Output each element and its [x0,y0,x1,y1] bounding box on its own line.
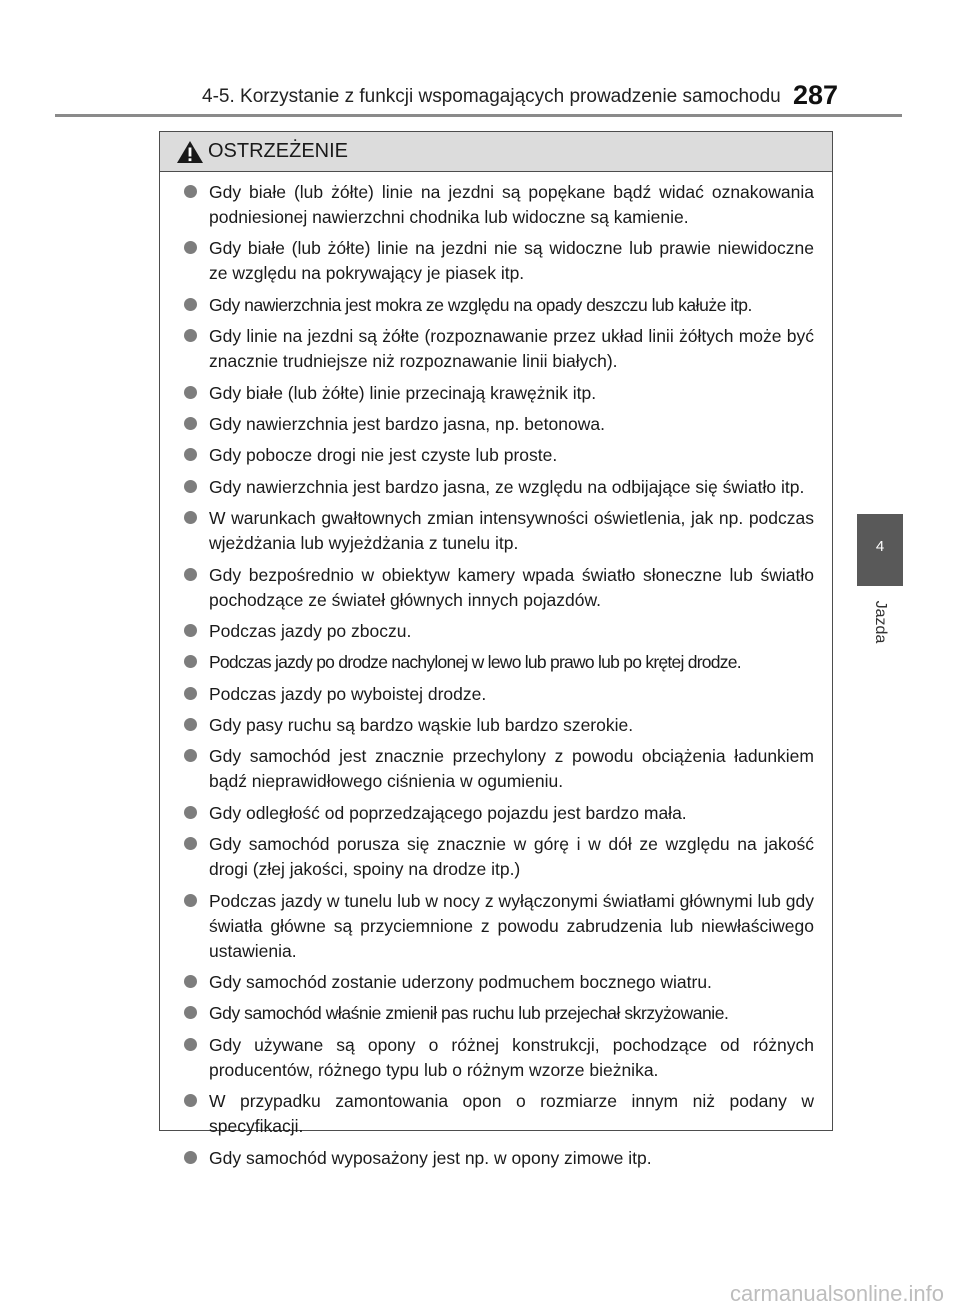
list-item [184,832,814,882]
list-item [184,1146,814,1171]
chapter-label: Jazda [872,600,889,644]
list-item-text: W przypadku zamontowania opon o rozmiarze innym niż podany w specyfikacji. [209,1091,814,1137]
list-item [184,744,814,794]
warning-box [159,131,833,1168]
header-rule [55,114,902,117]
list-item [184,650,814,675]
bullet-icon [184,749,197,762]
list-item-text: Podczas jazdy w tunelu lub w nocy z wyłączonymi światłami głównymi lub gdy światła główne są przyciemnione z powodu zabrudzenia lub niewłaściwego ustawienia. [209,890,814,961]
list-item [184,713,814,738]
bullet-icon [184,241,197,254]
bullet-icon [184,894,197,907]
list-item [184,801,814,826]
bullet-icon [184,718,197,731]
list-item [184,475,814,500]
list-item-text: Gdy nawierzchnia jest mokra ze względu na opady deszczu lub kałuże itp. [209,294,752,315]
list-item-text: Gdy samochód wyposażony jest np. w opony zimowe itp. [209,1147,652,1168]
warning-header [160,132,832,172]
list-item-text: Podczas jazdy po zboczu. [209,620,412,641]
list-item-text: Gdy bezpośrednio w obiektyw kamery wpada światło słoneczne lub światło pochodzące ze świateł głównych innych pojazdów. [209,564,814,610]
page-header [190,80,850,112]
warning-triangle-icon [176,140,204,164]
list-item [184,563,814,613]
list-item-text: Gdy pasy ruchu są bardzo wąskie lub bardzo szerokie. [209,715,634,736]
bullet-icon [184,1006,197,1019]
list-item-text: Gdy pobocze drogi nie jest czyste lub proste. [209,445,558,466]
list-item-text: Gdy białe (lub żółte) linie przecinają krawężnik itp. [209,382,597,403]
bullet-icon [184,568,197,581]
list-item-text: W warunkach gwałtownych zmian intensywności oświetlenia, jak np. podczas wjeżdżania lub wyjeżdżania z tunelu itp. [209,508,814,554]
warning-list [184,180,814,1177]
list-item-text: Gdy białe (lub żółte) linie na jezdni nie są widoczne lub prawie niewidoczne ze względu na pokrywający je piasek itp. [209,238,814,284]
bullet-icon [184,624,197,637]
list-item [184,412,814,437]
list-item [184,970,814,995]
list-item-text: Gdy nawierzchnia jest bardzo jasna, ze względu na odbijające się światło itp. [209,476,805,497]
list-item-text: Gdy samochód zostanie uderzony podmuchem bocznego wiatru. [209,972,712,993]
list-item-text: Gdy samochód właśnie zmienił pas ruchu lub przejechał skrzyżowanie. [209,1003,729,1024]
list-item [184,293,814,318]
page-number: 287 [792,80,838,110]
bullet-icon [184,480,197,493]
bullet-icon [184,1151,197,1164]
bullet-icon [184,386,197,399]
chapter-label-container [860,592,900,652]
bullet-icon [184,329,197,342]
list-item [184,506,814,556]
list-item-text: Gdy białe (lub żółte) linie na jezdni są popękane bądź widać oznakowania podniesionej nawierzchni chodnika lub widoczne są kamienie. [209,182,814,227]
bullet-icon [184,448,197,461]
chapter-number: 4 [875,538,885,555]
list-item-text: Gdy odległość od poprzedzającego pojazdu jest bardzo mała. [209,802,687,823]
list-item [184,889,814,964]
list-item [184,443,814,468]
list-item [184,236,814,286]
bullet-icon [184,837,197,850]
list-item-text: Gdy samochód porusza się znacznie w górę i w dół ze względu na jakość drogi (złej jakości, spoiny na drodze itp.) [209,834,814,880]
list-item-text: Gdy nawierzchnia jest bardzo jasna, np. betonowa. [209,413,605,434]
bullet-icon [184,975,197,988]
list-item-text: Podczas jazdy po wyboistej drodze. [209,683,487,704]
list-item [184,324,814,374]
list-item [184,1001,814,1026]
list-item [184,619,814,644]
list-item-text: Podczas jazdy po drodze nachylonej w lewo lub prawo lub po krętej drodze. [209,652,741,673]
list-item-text: Gdy używane są opony o różnej konstrukcji, pochodzące od różnych producentów, różnego typu lub o różnym wzorze bieżnika. [209,1034,814,1080]
chapter-tab [857,514,903,586]
bullet-icon [184,185,197,198]
list-item [184,180,814,230]
bullet-icon [184,417,197,430]
list-item-text: Gdy samochód jest znacznie przechylony z powodu obciążenia ładunkiem bądź nieprawidłowego ciśnienia w ogumieniu. [209,746,814,792]
footer-watermark: carmanualsonline.info [729,1281,944,1306]
list-item-text: Gdy linie na jezdni są żółte (rozpoznawanie przez układ linii żółtych może być znacznie trudniejsze niż rozpoznawanie linii białych). [209,326,814,372]
bullet-icon [184,298,197,311]
bullet-icon [184,655,197,668]
list-item [184,682,814,707]
bullet-icon [184,1038,197,1051]
section-title: 4-5. Korzystanie z funkcji wspomagających prowadzenie samochodu [202,86,781,107]
bullet-icon [184,806,197,819]
list-item [184,1033,814,1083]
list-item [184,1089,814,1139]
bullet-icon [184,511,197,524]
bullet-icon [184,687,197,700]
warning-title: OSTRZEŻENIE [208,140,349,162]
bullet-icon [184,1094,197,1107]
list-item [184,381,814,406]
